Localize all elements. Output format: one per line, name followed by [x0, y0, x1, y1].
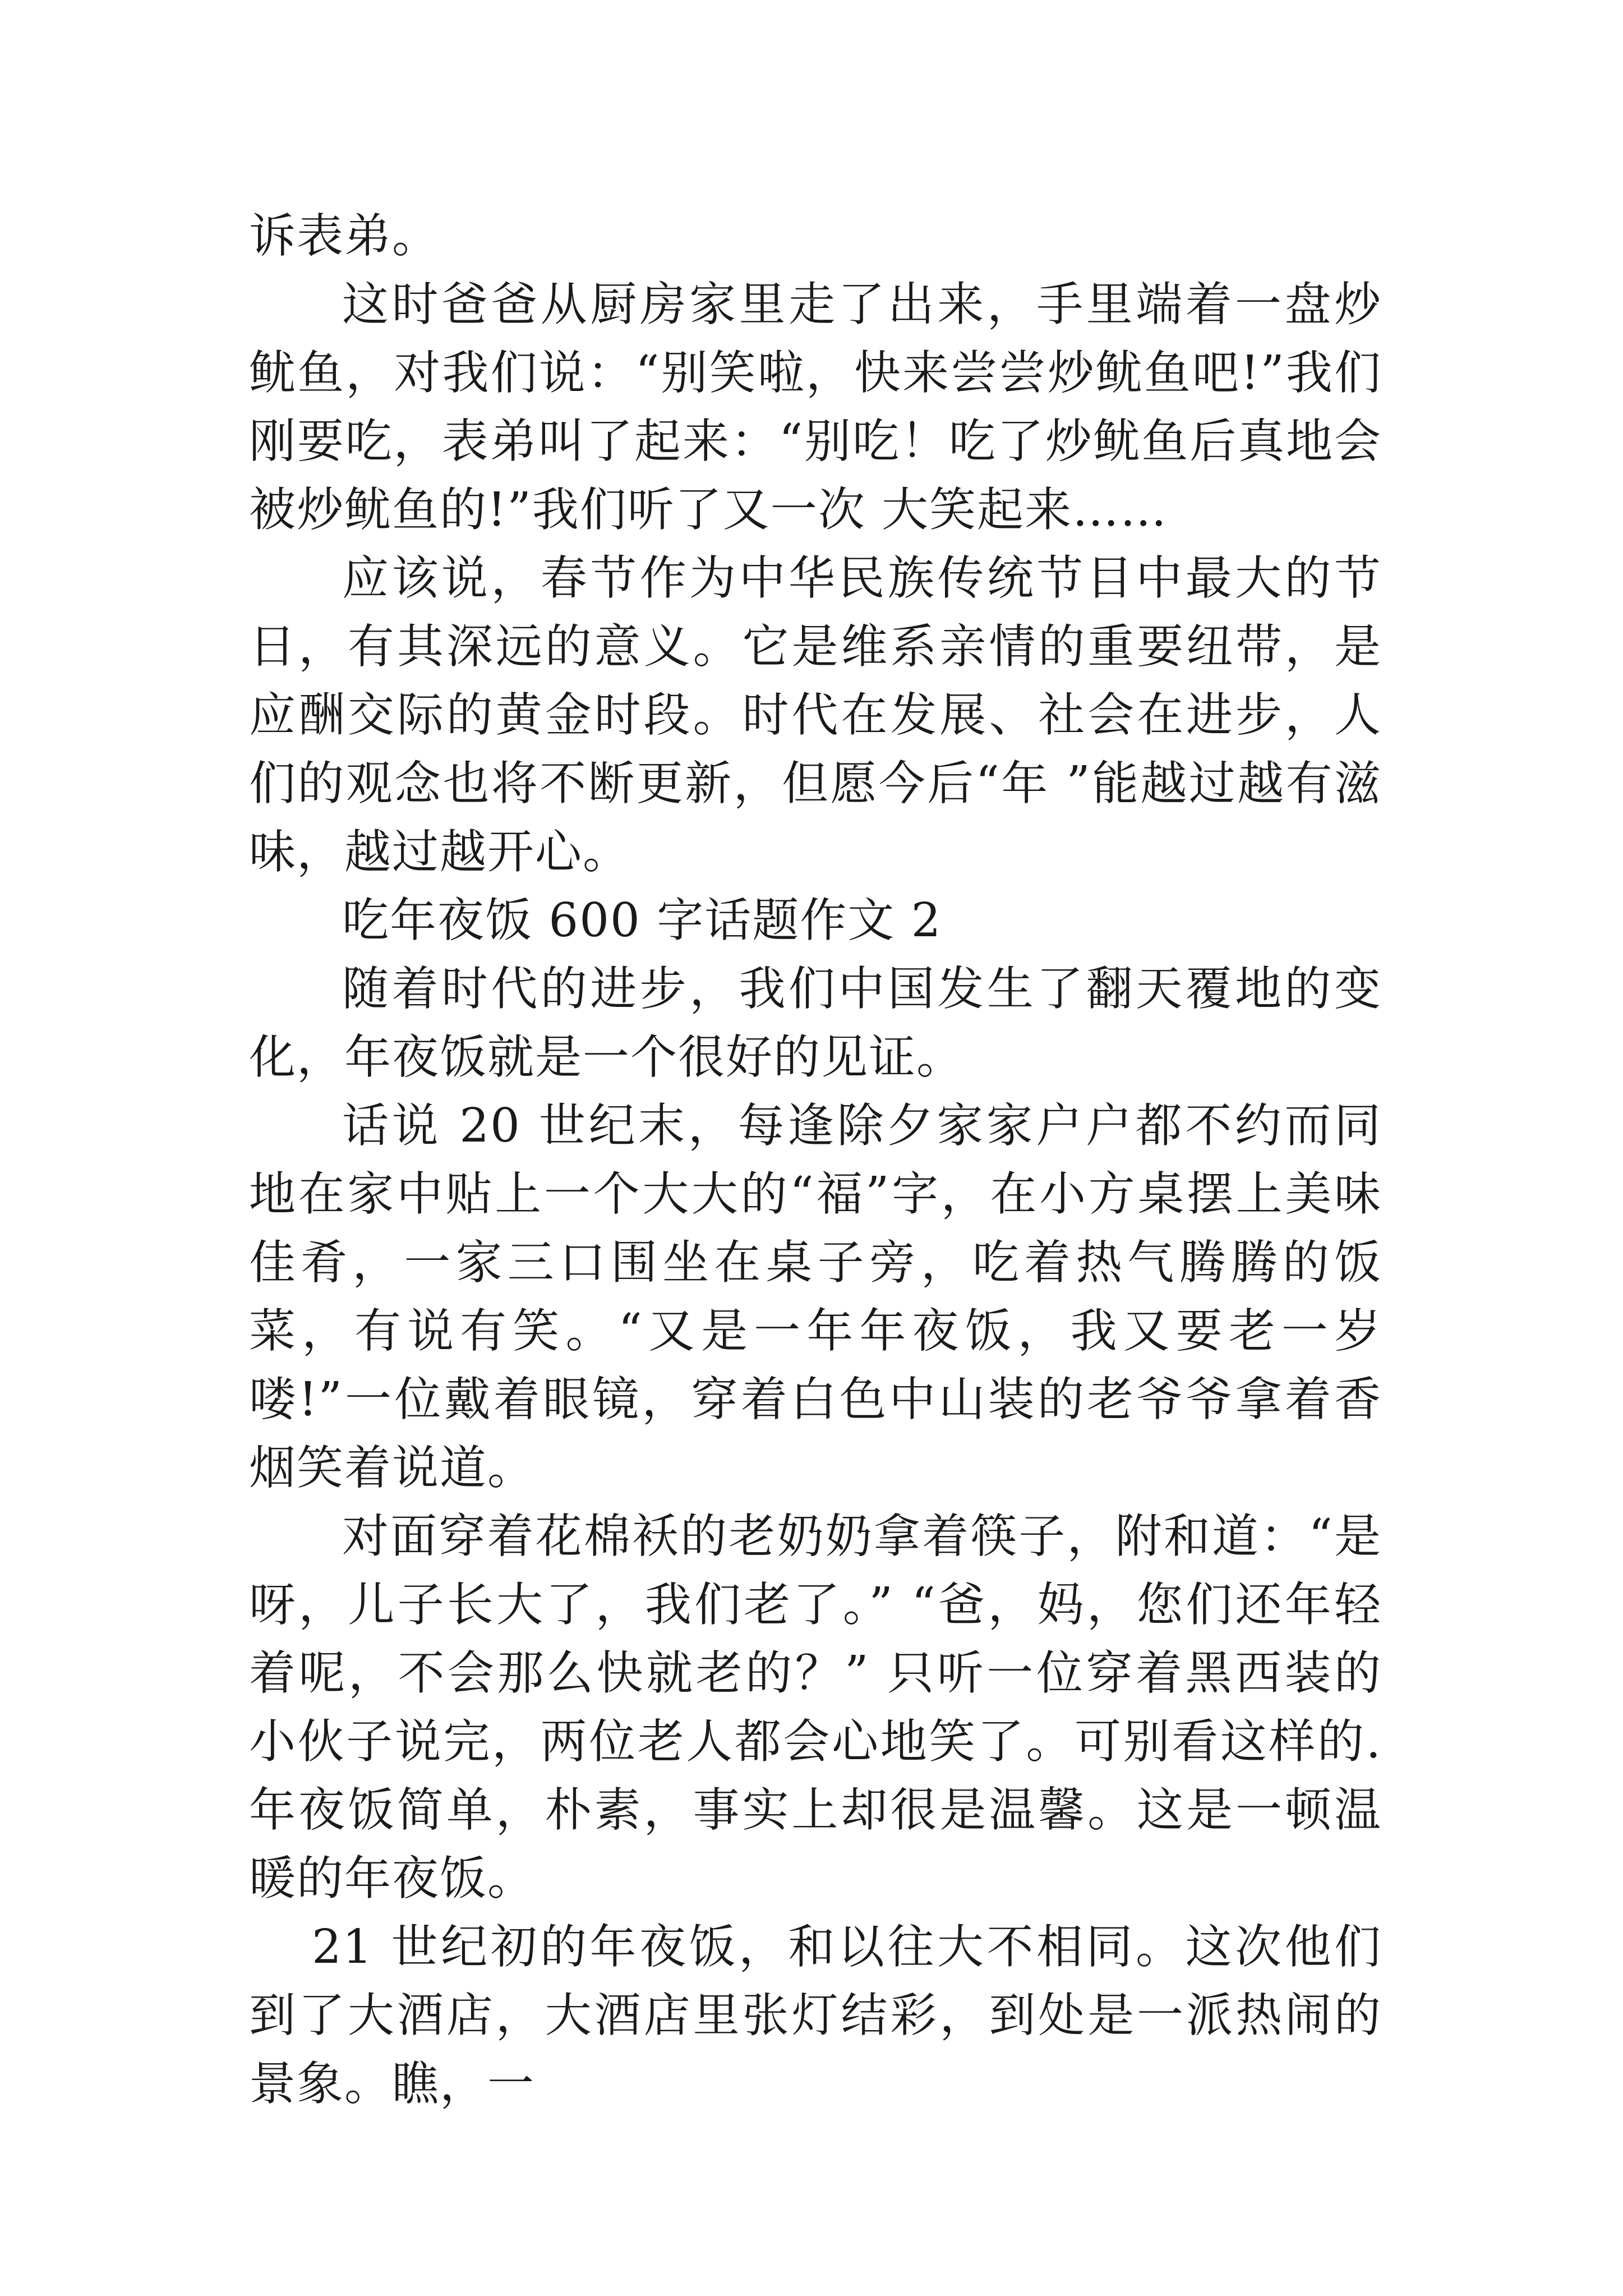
- document-body: [249, 202, 1382, 2118]
- essay-title: 吃年夜饭 600 字话题作文 2: [342, 893, 942, 947]
- paragraph-grandma-reply: 对面穿着花棉袄的老奶奶拿着筷子，附和道：“是呀，儿子长大了，我们老了。” “爸，妈，您们还年轻着呢，不会那么快就老的？” 只听一位穿着黑西装的小伙子说完，两位老人都会心地笑了。可别看这样的.年夜饭简单，朴素，事实上却很是温馨。这是一顿温暖的年夜饭。: [249, 1509, 1382, 1906]
- paragraph-continuation: 诉表弟。: [249, 209, 440, 263]
- paragraph-spring-festival-meaning: 应该说，春节作为中华民族传统节目中最大的节日，有其深远的意义。它是维系亲情的重要纽带，是应酬交际的黄金时段。时代在发展、社会在进步，人们的观念也将不断更新，但愿今后“年 ”能越过越有滋味，越过越开心。: [249, 551, 1382, 879]
- paragraph-era-progress: 随着时代的进步，我们中国发生了翻天覆地的变化，年夜饭就是一个很好的见证。: [249, 961, 1382, 1084]
- paragraph-20th-century: 话说 20 世纪末，每逢除夕家家户户都不约而同地在家中贴上一个大大的“福”字，在小方桌摆上美味佳肴，一家三口围坐在桌子旁，吃着热气腾腾的饭菜，有说有笑。“又是一年年夜饭，我又要老一岁喽!”一位戴着眼镜，穿着白色中山装的老爷爷拿着香烟笑着说道。: [249, 1098, 1382, 1495]
- paragraph-dad-squid: 这时爸爸从厨房家里走了出来，手里端着一盘炒鱿鱼，对我们说：“别笑啦，快来尝尝炒鱿鱼吧!”我们刚要吃，表弟叫了起来：“别吃！吃了炒鱿鱼后真地会被炒鱿鱼的!”我们听了又一次 大笑起来……: [249, 277, 1382, 537]
- paragraph-21st-century: 21 世纪初的年夜饭，和以往大不相同。这次他们到了大酒店，大酒店里张灯结彩，到处是一派热闹的景象。瞧，一: [249, 1920, 1382, 2111]
